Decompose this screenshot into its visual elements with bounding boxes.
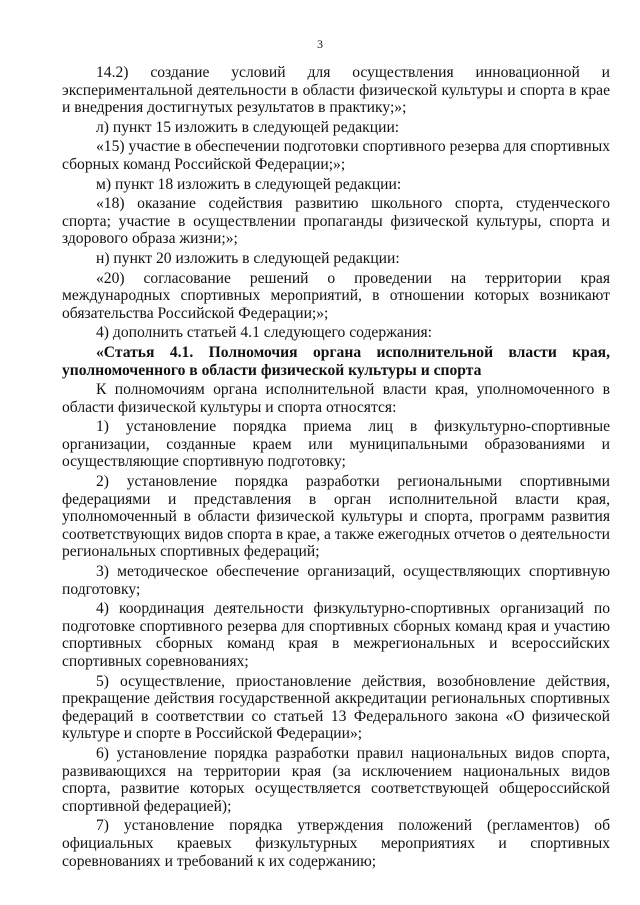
page-number: 3 <box>317 37 323 51</box>
paragraph-item-4: 4) дополнить статьей 4.1 следующего содержания: <box>96 324 433 342</box>
paragraph-15: «15) участие в обеспечении подготовки спортивного резерва для спортивных сборных команд Российской Федерации;»; <box>62 138 610 173</box>
article-4-1-heading: «Статья 4.1. Полномочия органа исполнительной власти края, уполномоченного в области физической культуры и спорта <box>62 343 610 379</box>
paragraph-item-n: н) пункт 20 изложить в следующей редакции: <box>96 249 400 267</box>
paragraph-14-2: 14.2) создание условий для осуществления инновационной и экспериментальной деятельности в области физической культуры и спорта в крае и внедрения достигнутых результатов в практику;»; <box>62 64 610 117</box>
list-item-4: 4) координация деятельности физкультурно-спортивных организаций по подготовке спортивного резерва для спортивных сборных команд края и участию спортивных сборных команд края в межрегиональных и всероссийских спортивных соревнованиях; <box>62 600 610 670</box>
list-item-6: 6) установление порядка разработки правил национальных видов спорта, развивающихся на территории края (за исключением национальных видов спорта, развитие которых осуществляется соответствующей общероссийской спортивной федерацией); <box>62 744 610 815</box>
list-item-7: 7) установление порядка утверждения положений (регламентов) об официальных краевых физкультурных мероприятиях и спортивных соревнованиях и требований к их содержанию; <box>62 817 610 870</box>
paragraph-item-l: л) пункт 15 изложить в следующей редакции: <box>96 118 400 136</box>
paragraph-18: «18) оказание содействия развитию школьного спорта, студенческого спорта; участие в осуществлении пропаганды физической культуры, спорта и здорового образа жизни;»; <box>62 195 610 248</box>
list-item-2: 2) установление порядка разработки региональными спортивными федерациями и представления в орган исполнительной власти края, уполномоченный в области физической культуры и спорта, программ развития соответствующих видов спорта в крае, а также ежегодных отчетов о деятельности региональных спортивных федераций; <box>62 473 610 561</box>
list-item-1: 1) установление порядка приема лиц в физкультурно-спортивные организации, созданные краем или муниципальными образованиями и осуществляющие спортивную подготовку; <box>62 418 610 471</box>
paragraph-item-m: м) пункт 18 изложить в следующей редакции: <box>96 175 402 193</box>
paragraph-20: «20) согласование решений о проведении на территории края международных спортивных мероприятий, в отношении которых возникают обязательства Российской Федерации;»; <box>62 269 610 322</box>
article-intro: К полномочиям органа исполнительной власти края, уполномоченного в области физической культуры и спорта относятся: <box>62 381 610 416</box>
list-item-3: 3) методическое обеспечение организаций, осуществляющих спортивную подготовку; <box>62 563 610 598</box>
list-item-5: 5) осуществление, приостановление действия, возобновление действия, прекращение действия государственной аккредитации региональных спортивных федераций в соответствии со статьей 13 Федерального закона «О физической культуре и спорте в Российской Федерации»; <box>62 672 610 743</box>
document-body <box>62 64 610 870</box>
